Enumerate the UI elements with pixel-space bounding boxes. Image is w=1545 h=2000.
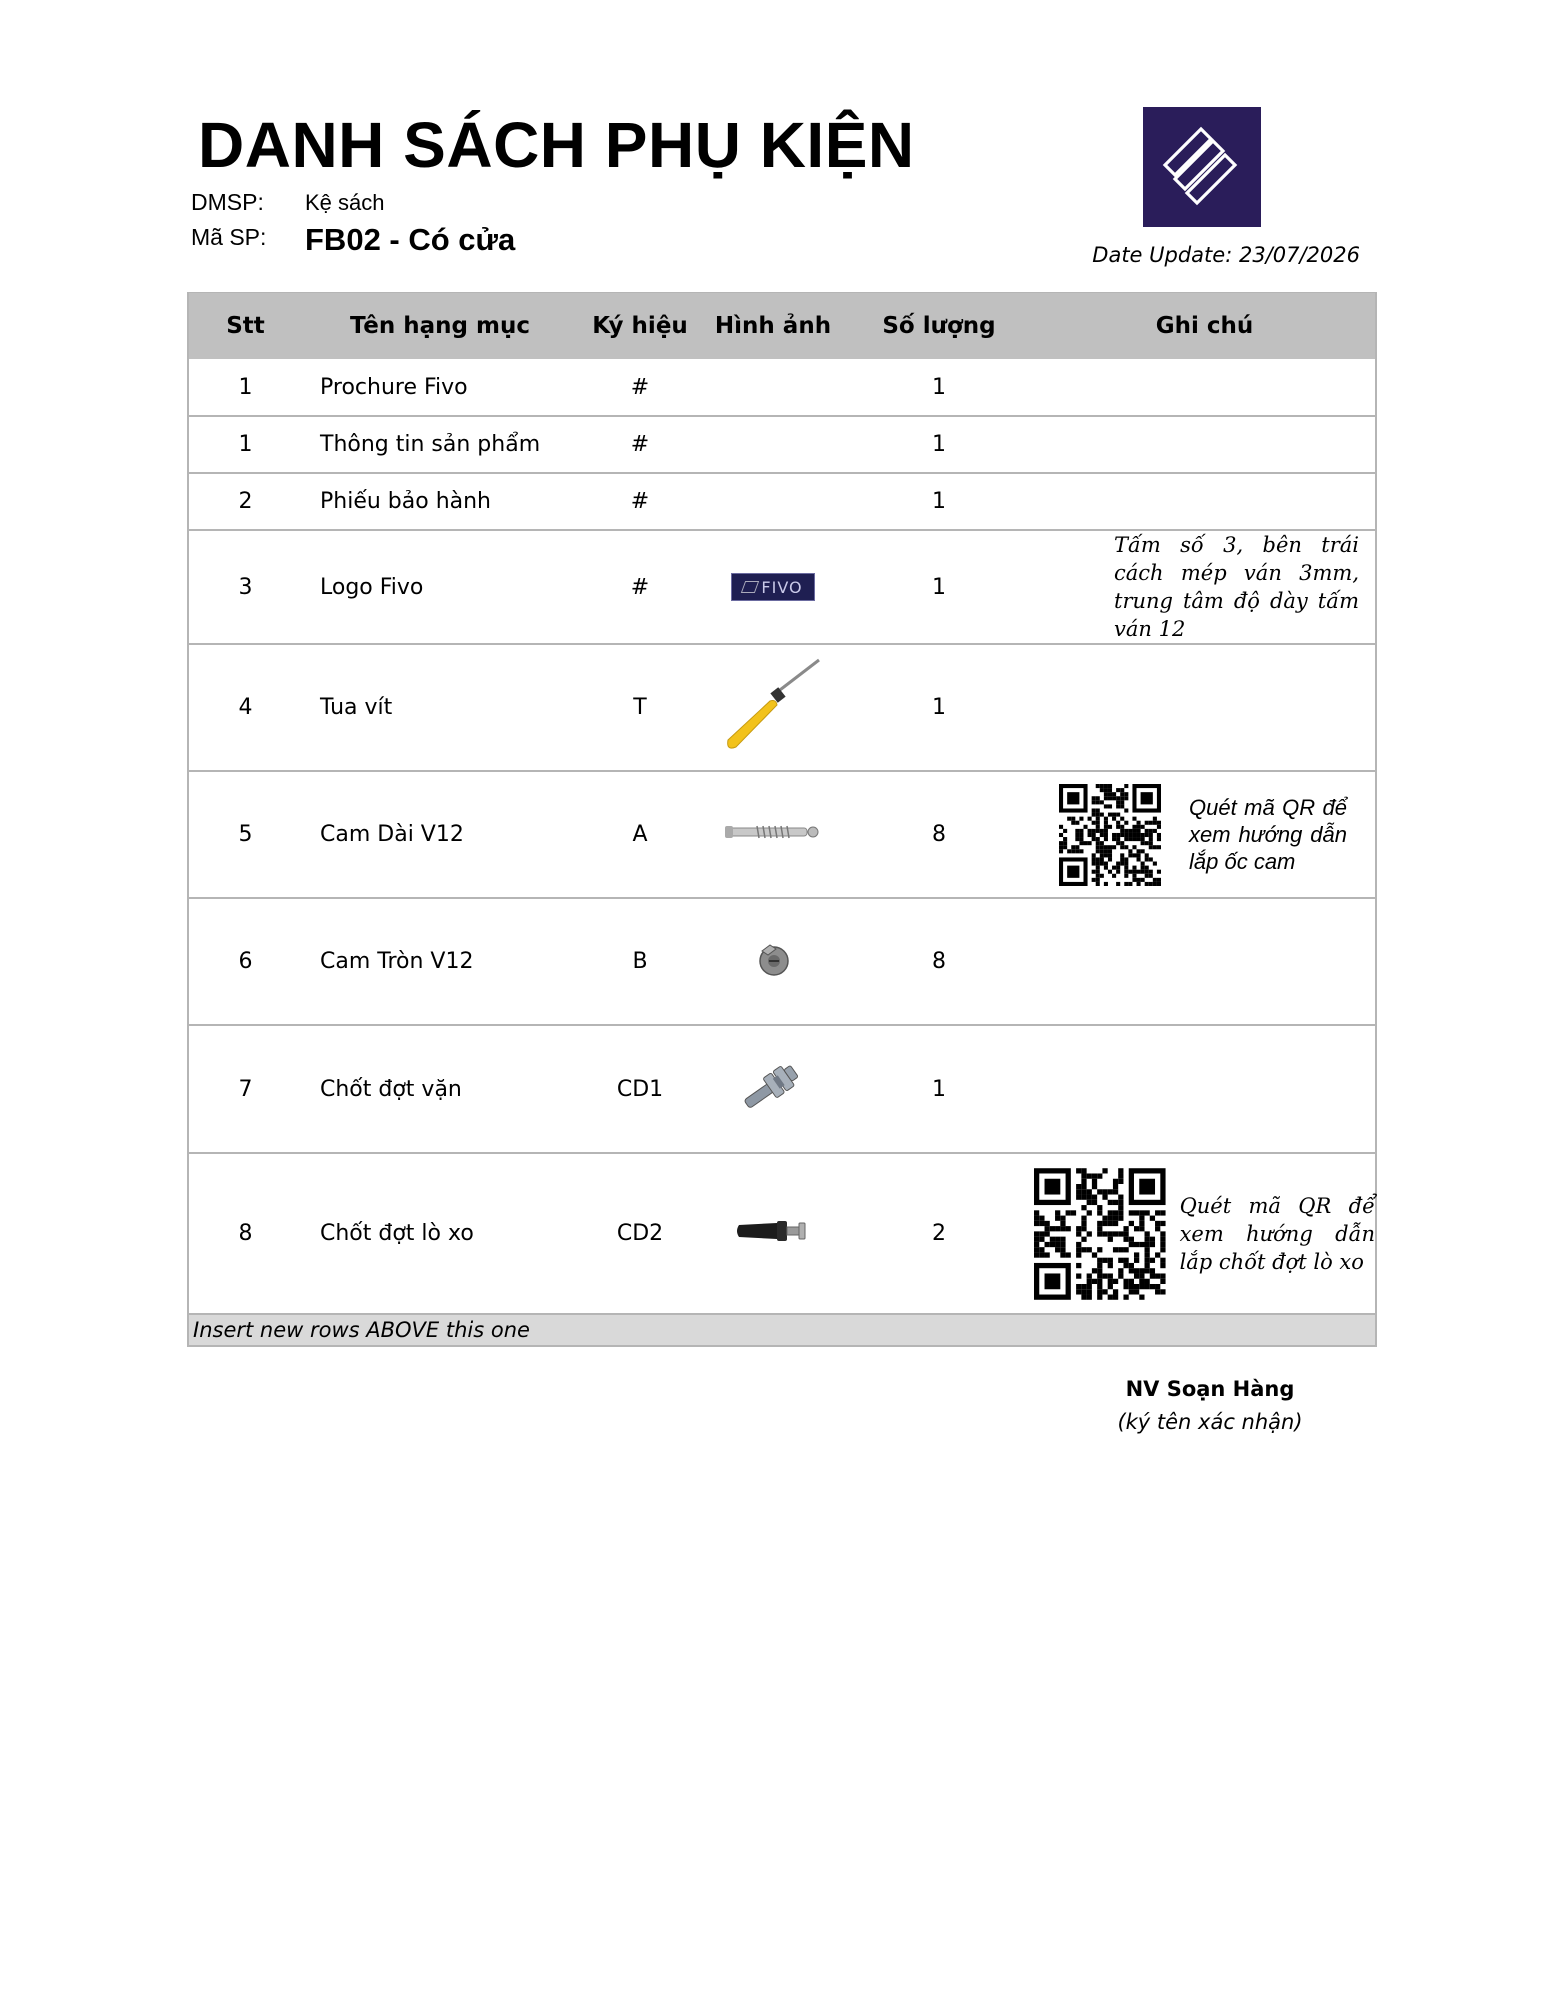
signature-title: NV Soạn Hàng: [1125, 1377, 1295, 1401]
table-row: [188, 1153, 1376, 1314]
cell-qty: 8: [844, 771, 1034, 898]
cell-qty: 1: [844, 530, 1034, 644]
qr-code-icon: [1034, 1165, 1166, 1303]
cell-stt: 2: [188, 473, 302, 530]
cell-stt: 1: [188, 359, 302, 416]
screwdriver-icon: [718, 655, 828, 755]
cell-note: [1034, 898, 1376, 1025]
cell-stt: 5: [188, 771, 302, 898]
page-title: DANH SÁCH PHỤ KIỆN: [198, 109, 915, 181]
cell-name: Logo Fivo: [302, 530, 578, 644]
spring-pin-icon: [731, 1211, 815, 1251]
cell-image: [702, 416, 844, 473]
col-header-qty: Số lượng: [844, 293, 1034, 360]
cell-image: [702, 644, 844, 771]
table-header-row: [188, 293, 1376, 360]
signature-subtitle: (ký tên xác nhận): [1117, 1410, 1303, 1434]
long-cam-bolt-icon: [723, 817, 823, 847]
cell-name: Cam Dài V12: [302, 771, 578, 898]
stripes-logo-icon: [1143, 107, 1261, 227]
masp-label: Mã SP:: [191, 224, 267, 250]
dmsp-label: DMSP:: [191, 189, 264, 215]
cell-image: [702, 1025, 844, 1153]
col-header-image: Hình ảnh: [702, 293, 844, 360]
cell-code: #: [578, 359, 702, 416]
cell-stt: 3: [188, 530, 302, 644]
cell-note: [1034, 359, 1376, 416]
col-header-name: Tên hạng mục: [302, 293, 578, 360]
insert-rows-note-row: [188, 1314, 1376, 1346]
cell-image: [702, 771, 844, 898]
cell-note: [1034, 644, 1376, 771]
cell-image: [702, 898, 844, 1025]
cell-image: [702, 1153, 844, 1314]
cell-stt: 4: [188, 644, 302, 771]
cell-code: #: [578, 473, 702, 530]
table-row: [188, 416, 1376, 473]
cell-code: B: [578, 898, 702, 1025]
cell-name: Chốt đợt lò xo: [302, 1153, 578, 1314]
cell-qty: 1: [844, 416, 1034, 473]
cell-code: #: [578, 416, 702, 473]
insert-rows-note: Insert new rows ABOVE this one: [188, 1314, 1376, 1346]
shelf-pin-icon: [733, 1054, 813, 1118]
cell-note: [1034, 771, 1376, 898]
cell-qty: 1: [844, 1025, 1034, 1153]
date-update: Date Update: 23/07/2026: [1092, 243, 1360, 267]
cell-stt: 7: [188, 1025, 302, 1153]
cell-note: [1034, 473, 1376, 530]
cell-image: [702, 473, 844, 530]
cell-note: [1034, 530, 1376, 644]
cell-name: Thông tin sản phẩm: [302, 416, 578, 473]
cell-note: [1034, 1025, 1376, 1153]
cell-image: [702, 359, 844, 416]
cell-stt: 8: [188, 1153, 302, 1314]
cell-qty: 8: [844, 898, 1034, 1025]
accessory-table: [187, 292, 1377, 1347]
dmsp-value: Kệ sách: [305, 190, 385, 215]
note-text: Quét mã QR để xem hướng dẫn lắp chốt đợt lò xo: [1179, 1193, 1375, 1274]
cell-note: [1034, 1153, 1376, 1314]
cell-qty: 1: [844, 473, 1034, 530]
cell-name: Prochure Fivo: [302, 359, 578, 416]
brand-logo: [1143, 107, 1261, 227]
cell-code: CD2: [578, 1153, 702, 1314]
fivo-logo-text: FIVO: [761, 577, 803, 597]
cell-name: Cam Tròn V12: [302, 898, 578, 1025]
cell-stt: 6: [188, 898, 302, 1025]
note-text: Quét mã QR để xem hướng dẫn lắp ốc cam: [1189, 795, 1347, 874]
qr-code-icon: [1059, 784, 1161, 886]
table-row: [188, 644, 1376, 771]
cell-name: Chốt đợt vặn: [302, 1025, 578, 1153]
table-row: [188, 898, 1376, 1025]
masp-value: FB02 - Có cửa: [305, 222, 516, 257]
cell-code: T: [578, 644, 702, 771]
table-row: [188, 530, 1376, 644]
cell-code: CD1: [578, 1025, 702, 1153]
col-header-note: Ghi chú: [1034, 293, 1376, 360]
cell-image: [702, 530, 844, 644]
col-header-code: Ký hiệu: [578, 293, 702, 360]
cell-name: Tua vít: [302, 644, 578, 771]
fivo-logo-icon: [731, 573, 815, 601]
table-row: [188, 1025, 1376, 1153]
round-cam-icon: [748, 937, 798, 981]
cell-code: A: [578, 771, 702, 898]
cell-qty: 1: [844, 644, 1034, 771]
cell-name: Phiếu bảo hành: [302, 473, 578, 530]
cell-qty: 2: [844, 1153, 1034, 1314]
cell-qty: 1: [844, 359, 1034, 416]
table-row: [188, 359, 1376, 416]
cell-note: [1034, 416, 1376, 473]
note-text: Tấm số 3, bên trái cách mép ván 3mm, trung tâm độ dày tấm ván 12: [1114, 533, 1359, 641]
cell-code: #: [578, 530, 702, 644]
cell-stt: 1: [188, 416, 302, 473]
table-row: [188, 771, 1376, 898]
col-header-stt: Stt: [188, 293, 302, 360]
table-row: [188, 473, 1376, 530]
